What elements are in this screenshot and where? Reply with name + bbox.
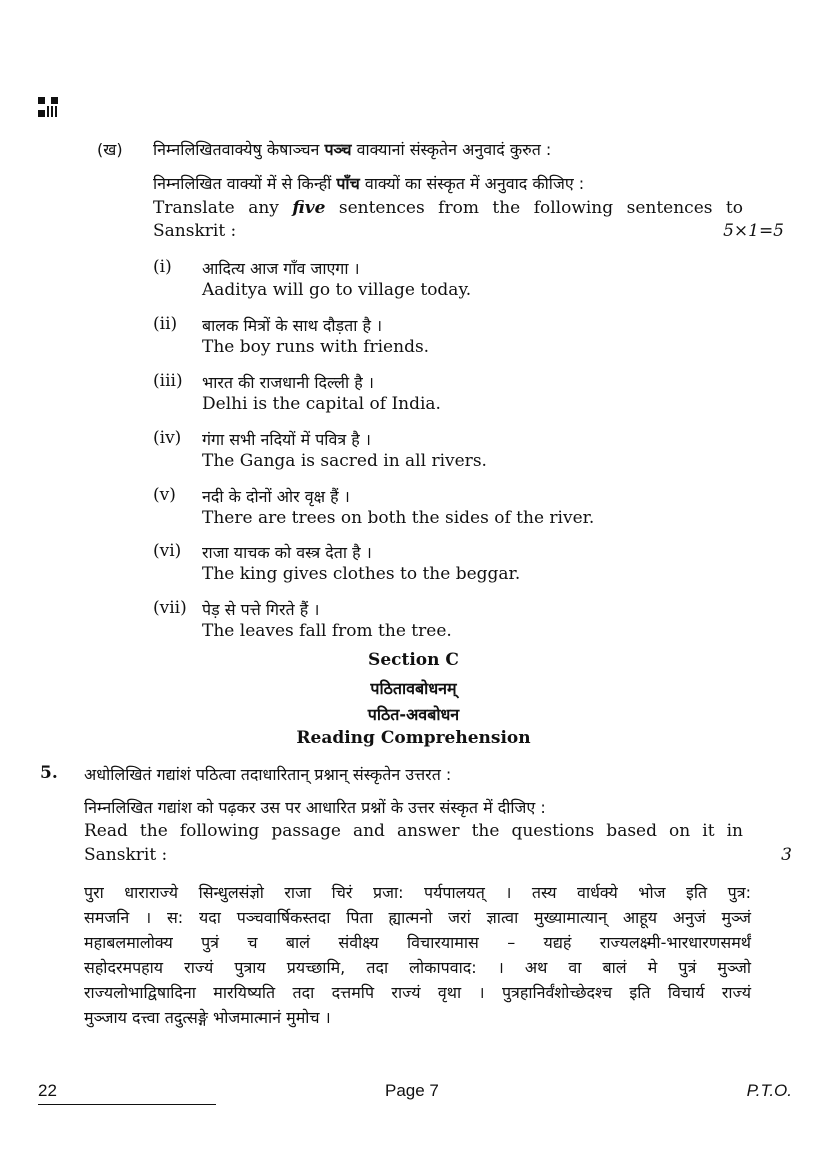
item-hindi: पेड़ से पत्ते गिरते हैं ।: [202, 600, 320, 619]
item-english: Aaditya will go to village today.: [202, 280, 472, 300]
item-english: The leaves fall from the tree.: [202, 621, 452, 641]
item-number: (i): [153, 257, 172, 277]
question-english-cont: Sanskrit :: [84, 845, 168, 865]
item-number: (vi): [153, 541, 182, 561]
section-english-heading: Reading Comprehension: [296, 728, 531, 748]
passage-line: समजनि । स: यदा पञ्चवार्षिकस्तदा पिता ह्यात्मनो जरां ज्ञात्वा मुख्यामात्यान् आहूय अनुजं मुञ्जं: [84, 908, 751, 927]
passage-line: मुञ्जाय दत्त्वा तदुत्सङ्गे भोजमात्मानं मुमोच ।: [84, 1008, 331, 1027]
item-number: (ii): [153, 314, 178, 334]
footer-rule: [38, 1104, 216, 1105]
item-english: The Ganga is sacred in all rivers.: [202, 451, 487, 471]
question-english: Read the following passage and answer the questions based on it in: [84, 821, 743, 841]
section-sanskrit-heading: पठितावबोधनम्: [370, 679, 457, 698]
item-hindi: राजा याचक को वस्त्र देता है ।: [202, 543, 372, 562]
item-number: (iv): [153, 428, 182, 448]
section-title: Section C: [368, 650, 459, 670]
item-english: There are trees on both the sides of the river.: [202, 508, 595, 528]
pto-label: P.T.O.: [746, 1081, 792, 1100]
passage-line: पुरा धाराराज्ये सिन्धुलसंज्ञो राजा चिरं प्रजा: पर्यपालयत् । तस्य वार्धक्ये भोज इति पुत्र:: [84, 883, 751, 902]
marks-part-kh: 5×1=5: [723, 221, 784, 241]
item-english: Delhi is the capital of India.: [202, 394, 441, 414]
passage: [84, 880, 751, 1030]
item-english: The king gives clothes to the beggar.: [202, 564, 521, 584]
passage-line: सहोदरमपहाय राज्यं पुत्राय प्रयच्छामि, तदा लोकापवाद: । अथ वा बालं मे पुत्रं मुञ्जो: [84, 958, 751, 977]
passage-line: राज्यलोभाद्विषादिना मारयिष्यति तदा दत्तमपि राज्यं वृथा । पुत्रहानिर्वंशोच्छेदश्च इति विचार्य राज्यं: [84, 983, 751, 1002]
question-hindi: निम्नलिखित गद्यांश को पढ़कर उस पर आधारित प्रश्नों के उत्तर संस्कृत में दीजिए :: [84, 798, 546, 817]
instruction-english-cont: Sanskrit :: [153, 221, 237, 241]
instruction-english: Translate any five sentences from the following sentences to: [153, 198, 743, 218]
page-number: Page 7: [385, 1081, 439, 1100]
item-english: The boy runs with friends.: [202, 337, 430, 357]
item-hindi: गंगा सभी नदियों में पवित्र है ।: [202, 430, 371, 449]
passage-line: महाबलमालोक्य पुत्रं च बालं संवीक्ष्य विचारयामास – यद्यहं राज्यलक्ष्मी-भारधारणसमर्थं: [84, 933, 751, 952]
part-label: (ख): [97, 140, 123, 159]
bold-number-word: पञ्च: [324, 140, 352, 159]
question-number: 5.: [40, 763, 58, 783]
section-hindi-heading: पठित-अवबोधन: [367, 705, 460, 724]
item-number: (v): [153, 485, 176, 505]
marks-q5: 3: [781, 845, 792, 865]
qr-code-icon: [38, 97, 58, 117]
item-hindi: नदी के दोनों ओर वृक्ष हैं ।: [202, 487, 350, 506]
instruction-sanskrit: निम्नलिखितवाक्येषु केषाञ्चन पञ्च वाक्यानां संस्कृतेन अनुवादं कुरुत :: [153, 140, 552, 159]
item-number: (iii): [153, 371, 183, 391]
item-number: (vii): [153, 598, 187, 618]
question-sanskrit: अधोलिखितं गद्यांशं पठित्वा तदाधारितान् प्रश्नान् संस्कृतेन उत्तरत :: [84, 765, 452, 784]
instruction-hindi: निम्नलिखित वाक्यों में से किन्हीं पाँच वाक्यों का संस्कृत में अनुवाद कीजिए :: [153, 174, 585, 193]
item-hindi: बालक मित्रों के साथ दौड़ता है ।: [202, 316, 383, 335]
item-hindi: आदित्य आज गाँव जाएगा ।: [202, 259, 360, 278]
paper-code: 22: [38, 1081, 57, 1100]
item-hindi: भारत की राजधानी दिल्ली है ।: [202, 373, 374, 392]
